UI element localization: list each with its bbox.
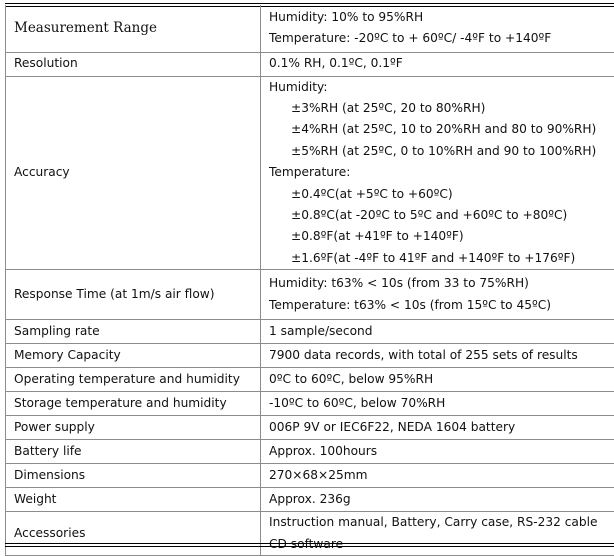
spec-value	[261, 464, 614, 488]
spec-value	[261, 344, 614, 368]
spec-label: Weight	[6, 488, 261, 512]
spec-label: Power supply	[6, 416, 261, 440]
table-row	[6, 440, 614, 464]
spec-value-line: 0.1% RH, 0.1ºC, 0.1ºF	[269, 53, 614, 75]
spec-value-line: Temperature: t63% < 10s (from 15ºC to 45ºC)	[269, 295, 614, 317]
table-row	[6, 512, 614, 556]
top-rule-outer	[5, 3, 614, 4]
spec-label: Response Time (at 1m/s air flow)	[6, 270, 261, 320]
spec-value-line: 0ºC to 60ºC, below 95%RH	[269, 369, 614, 391]
spec-value	[261, 440, 614, 464]
specifications-body	[6, 5, 614, 556]
spec-value	[261, 512, 614, 556]
spec-value	[261, 320, 614, 344]
spec-label: Battery life	[6, 440, 261, 464]
spec-value-line: 270×68×25mm	[269, 465, 614, 487]
specifications-table	[5, 5, 614, 556]
table-row	[6, 52, 614, 76]
bottom-rule-inner	[5, 543, 614, 544]
table-row	[6, 344, 614, 368]
spec-value-line: ±0.8ºF(at +41ºF to +140ºF)	[269, 226, 614, 247]
spec-label: Operating temperature and humidity	[6, 368, 261, 392]
spec-value-line: Temperature:	[269, 162, 614, 183]
spec-value	[261, 392, 614, 416]
spec-value-line: Approx. 100hours	[269, 441, 614, 463]
spec-value	[261, 76, 614, 270]
spec-value-line: Humidity:	[269, 77, 614, 98]
spec-value	[261, 5, 614, 52]
table-row	[6, 368, 614, 392]
bottom-rule-outer	[5, 546, 614, 547]
spec-value	[261, 416, 614, 440]
spec-value-line	[269, 534, 614, 556]
table-row	[6, 5, 614, 52]
spec-value-line: -10ºC to 60ºC, below 70%RH	[269, 393, 614, 415]
spec-value-line: Temperature: -20ºC to + 60ºC/ -4ºF to +140ºF	[269, 28, 614, 49]
spec-label: Sampling rate	[6, 320, 261, 344]
spec-label: Dimensions	[6, 464, 261, 488]
table-row	[6, 392, 614, 416]
spec-value-line: 7900 data records, with total of 255 sets of results	[269, 345, 614, 367]
spec-value	[261, 368, 614, 392]
spec-value-line: Approx. 236g	[269, 489, 614, 511]
spec-label: Accessories	[6, 512, 261, 556]
spec-value-line: 1 sample/second	[269, 321, 614, 343]
spec-value-line: Humidity: 10% to 95%RH	[269, 7, 614, 28]
spec-value-line: ±1.6ºF(at -4ºF to 41ºF and +140ºF to +176ºF)	[269, 248, 614, 269]
table-row	[6, 416, 614, 440]
spec-value-line: ±3%RH (at 25ºC, 20 to 80%RH)	[269, 98, 614, 119]
spec-label: Resolution	[6, 52, 261, 76]
spec-value-line: Humidity: t63% < 10s (from 33 to 75%RH)	[269, 273, 614, 295]
spec-value-line: ±0.4ºC(at +5ºC to +60ºC)	[269, 184, 614, 205]
spec-label: Measurement Range	[6, 5, 261, 52]
spec-value-line: ±5%RH (at 25ºC, 0 to 10%RH and 90 to 100%RH)	[269, 141, 614, 162]
table-row	[6, 320, 614, 344]
table-row	[6, 464, 614, 488]
table-row	[6, 488, 614, 512]
table-row	[6, 270, 614, 320]
spec-value-line: ±4%RH (at 25ºC, 10 to 20%RH and 80 to 90%RH)	[269, 119, 614, 140]
spec-value-line: ±0.8ºC(at -20ºC to 5ºC and +60ºC to +80ºC)	[269, 205, 614, 226]
table-row	[6, 76, 614, 270]
spec-value	[261, 488, 614, 512]
spec-value-line: 006P 9V or IEC6F22, NEDA 1604 battery	[269, 417, 614, 439]
spec-value	[261, 52, 614, 76]
spec-value-line: Instruction manual, Battery, Carry case, RS-232 cable	[269, 512, 614, 534]
spec-value	[261, 270, 614, 320]
spec-label: Memory Capacity	[6, 344, 261, 368]
spec-label: Storage temperature and humidity	[6, 392, 261, 416]
spec-label: Accuracy	[6, 76, 261, 270]
